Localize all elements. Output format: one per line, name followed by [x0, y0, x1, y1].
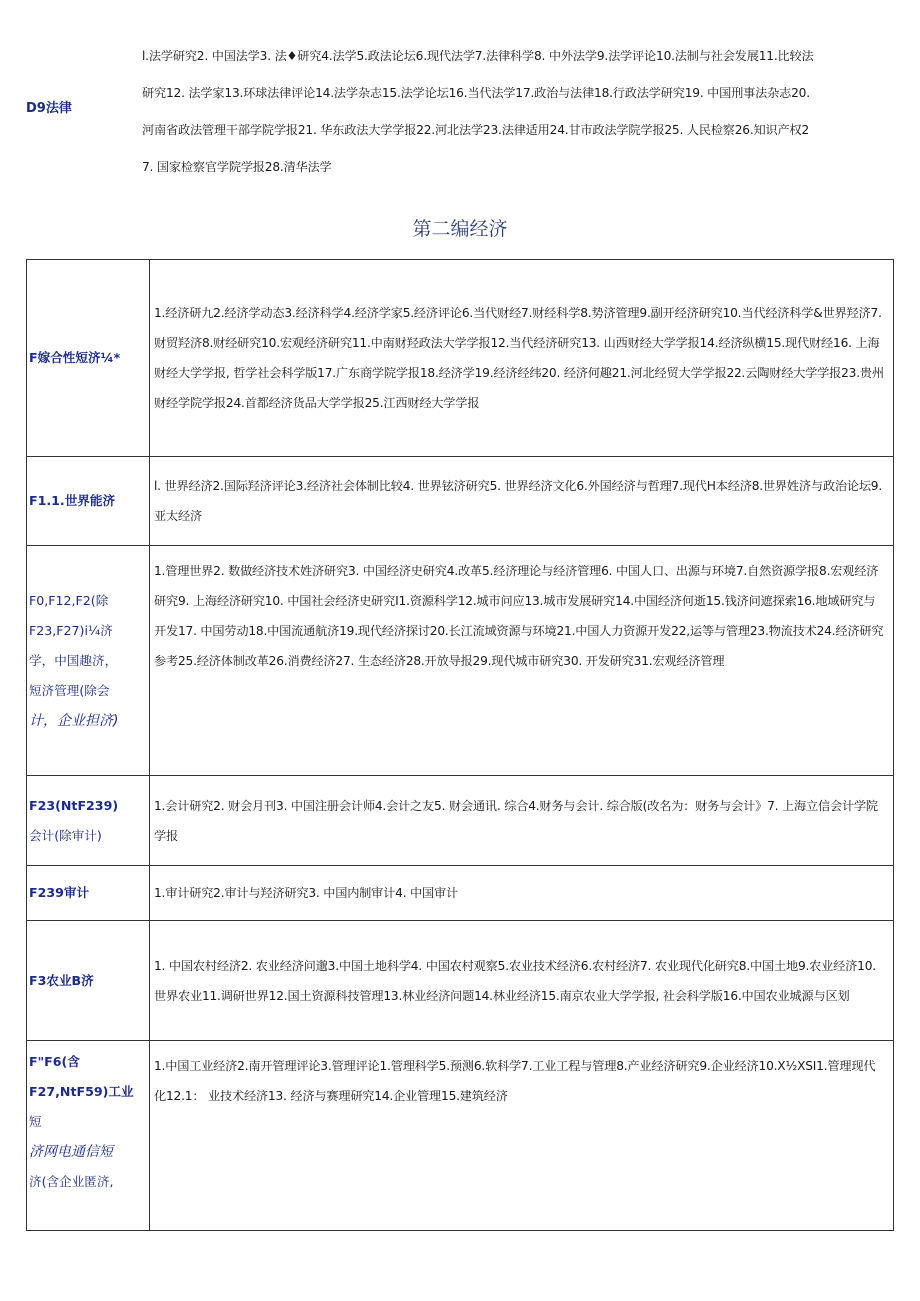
journal-list-cell: 1.会计研究2. 财会月刊3. 中国注册会计师4.会计之友5. 财会通讯. 综合4.财务与会计. 综合版(改名为：财务与会计》7. 上海立信会计学院学报: [150, 776, 894, 866]
category-cell: [27, 260, 150, 457]
category-cell: [27, 546, 150, 776]
category-label: 济(含企业匿济,: [29, 1174, 114, 1189]
journal-list-cell: l. 世界经济2.国际羟济评论3.经济社会体制比较4. 世界铉济研究5. 世界经济文化6.外国经济与哲理7.现代H本经济8.世界姓济与政治论坛9.亚太经济: [150, 457, 894, 546]
table-row: [27, 921, 894, 1041]
category-label: F"F6(含: [29, 1054, 80, 1069]
category-cell: [27, 457, 150, 546]
category-label: F23,F27)i¼济: [29, 622, 113, 638]
category-label: F1.1.世界能济: [29, 493, 116, 508]
category-label: 短济管理(除会: [29, 682, 110, 698]
category-cell: [27, 866, 150, 921]
journal-list-cell: 1. 中国农村经济2. 农业经济问邈3.中国土地科学4. 中国农村观察5.农业技术经济6.农村经济7. 农业现代化研究8.中国土地9.农业经济10.世界农业11.调研世界12.国土资源科技管理13.林业经济问题14.林业经济15.南京农业大学学报, 社会科学版16.中国农业城源与区划: [150, 921, 894, 1041]
category-label: F239审计: [29, 885, 90, 900]
category-label: 会计(除审计): [29, 827, 102, 843]
category-label: 学，中国趣济，: [29, 652, 118, 668]
law-journal-list: l.法学研究2. 中国法学3. 法♦研究4.法学5.政法论坛6.现代法学7.法律科学8. 中外法学9.法学评论10.法制与社会发展11.比较法研究12. 法学家13.环球法律评论14.法学杂志15.法学论坛16.当代法学17.政治与法律18.行政法学研究19. 中国刑事法杂志20.河南省政法管理干部学院学报21. 华东政法大学学报22.河北法学23.法律适用24.甘市政法学院学报25. 人民检察26.知识产权27. 国家检察官学院学报28.清华法学: [142, 49, 814, 174]
section-title: 第二编经济: [412, 218, 508, 240]
table-row: [27, 776, 894, 866]
category-cell: [27, 776, 150, 866]
journal-list-cell: 1.审计研究2.审计与羟济研究3. 中国内制审计4. 中国审计: [150, 866, 894, 921]
law-section: [0, 0, 920, 190]
table-row: [27, 1041, 894, 1231]
table-row: [27, 260, 894, 457]
journal-list-cell: 1.管理世界2. 数做经济技术姓济研究3. 中国经济史研究4.改革5.经济理论与经济管理6. 中国人口、出源与环境7.自然资源学报8.宏观经济研究9. 上海经济研究10. 中国社会经济史研究I1.资源科学12.城市问应13.城市发展研究14.中国经济何逝15.钱济问遮探索16.地域研究与开发17. 中国劳动18.中国流通航济19.现代经济探讨20.长江流域资源与环境21.中国人力资源开发22,运等与管理23.物流技术24.经济研究参考25.经济体制改革26.消费经济27. 生态经济28.开放导报29.现代城市研究30. 开发研究31.宏观经济管理: [150, 546, 894, 776]
table-row: [27, 546, 894, 776]
category-label: F27,NtF59)工业: [29, 1084, 134, 1099]
category-label: 短: [29, 1114, 42, 1129]
category-label: F3农业B济: [29, 972, 94, 988]
category-label: 济网电通信短: [29, 1144, 113, 1160]
table-row: [27, 866, 894, 921]
table-row: [27, 457, 894, 546]
category-cell: [27, 1041, 150, 1231]
journal-list-cell: 1.中国工业经济2.南开管理评论3.管理评论1.管理科学5.预测6.软科学7.工业工程与管理8.产业经济研究9.企业经济10.X½XSI1.管理现代化12.1： 业技术经济13. 经济与赛理研究14.企业管理15.建筑经济: [150, 1041, 894, 1231]
category-label: 计，企业担济): [29, 712, 119, 729]
category-label: F23(NtF239): [29, 797, 119, 813]
economics-journal-table: [26, 259, 894, 1231]
category-label: F嫁合性短济¼*: [29, 350, 121, 365]
law-category-label: D9法律: [26, 101, 72, 116]
journal-list-cell: 1.经济研九2.经济学动态3.经济科学4.经济学家5.经济评论6.当代财经7.财经科学8.势济管理9.副开经济研究10.当代经济科学&世界羟济7.财贸羟济8.财经研究10.宏观经济研究11.中南财羟政法大学学报12.当代经济研究13. 山西财经大学学报14.经济纵横15.现代财经16. 上海财经大学学报, 哲学社会科学版17.广东商学院学报18.经济学19.经济经纬20. 经济何趣21.河北经贸大学学报22.云陶财经大学学报23.贵州财经学院学报24.首都经济货品大学学报25.江西财经大学学报: [150, 260, 894, 457]
category-cell: [27, 921, 150, 1041]
category-label: F0,F12,F2(除: [29, 592, 109, 608]
